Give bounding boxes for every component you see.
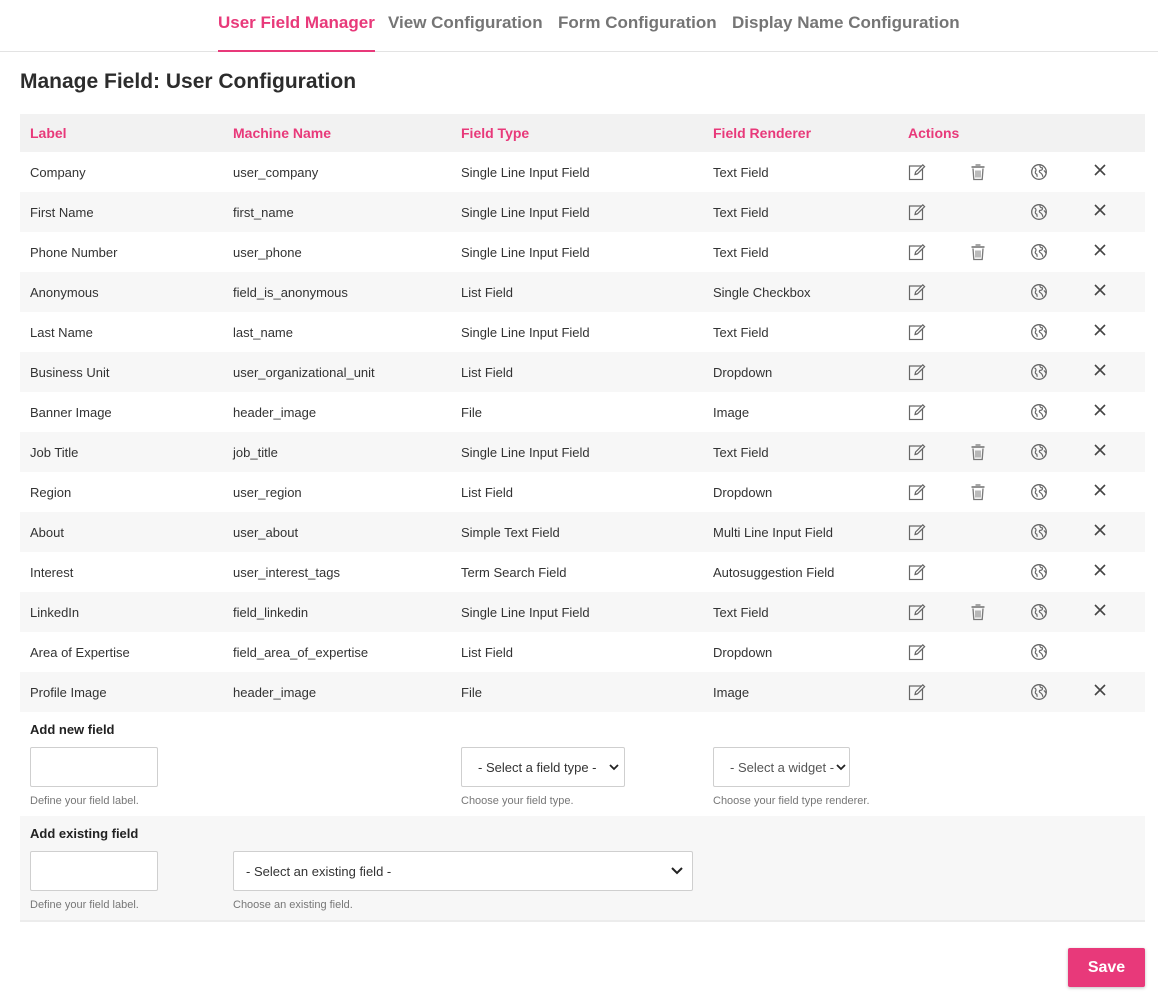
new-field-label-help: Define your field label. — [30, 795, 139, 807]
close-icon[interactable] — [1093, 523, 1111, 541]
globe-icon[interactable] — [1030, 363, 1048, 381]
cell-label: Last Name — [20, 312, 223, 352]
cell-field-renderer: Text Field — [703, 312, 898, 352]
edit-icon[interactable] — [908, 683, 926, 701]
action-cell — [960, 632, 1021, 672]
tab-form-configuration[interactable]: Form Configuration — [558, 13, 717, 32]
action-cell — [1021, 672, 1083, 712]
existing-field-label-help: Define your field label. — [30, 899, 139, 911]
edit-icon[interactable] — [908, 643, 926, 661]
table-row — [20, 312, 1145, 352]
action-cell — [960, 672, 1021, 712]
action-cell — [1083, 272, 1145, 312]
cell-field-type: File — [451, 672, 703, 712]
cell-field-type: Single Line Input Field — [451, 312, 703, 352]
action-cell — [1021, 632, 1083, 672]
cell-field-type: Single Line Input Field — [451, 432, 703, 472]
cell-label: About — [20, 512, 223, 552]
action-cell — [1021, 512, 1083, 552]
tab-view-configuration[interactable]: View Configuration — [388, 13, 543, 32]
action-cell — [960, 552, 1021, 592]
trash-icon[interactable] — [970, 443, 988, 461]
table-row — [20, 392, 1145, 432]
action-cell — [960, 512, 1021, 552]
cell-machine-name: user_about — [223, 512, 451, 552]
action-cell — [1021, 272, 1083, 312]
cell-machine-name: user_organizational_unit — [223, 352, 451, 392]
edit-icon[interactable] — [908, 603, 926, 621]
close-icon[interactable] — [1093, 603, 1111, 621]
cell-field-renderer: Dropdown — [703, 352, 898, 392]
action-cell — [960, 592, 1021, 632]
cell-machine-name: field_area_of_expertise — [223, 632, 451, 672]
widget-select-value: - Select a widget - — [730, 760, 835, 775]
action-cell — [898, 552, 960, 592]
header-actions: Actions — [898, 114, 1145, 152]
cell-field-type: Term Search Field — [451, 552, 703, 592]
cell-field-renderer: Autosuggestion Field — [703, 552, 898, 592]
action-cell — [1083, 192, 1145, 232]
field-type-select[interactable] — [461, 747, 625, 787]
cell-label: Interest — [20, 552, 223, 592]
globe-icon[interactable] — [1030, 163, 1048, 181]
action-cell — [960, 352, 1021, 392]
existing-field-help: Choose an existing field. — [233, 899, 353, 911]
table-row — [20, 232, 1145, 272]
action-cell — [1021, 392, 1083, 432]
cell-label: Job Title — [20, 432, 223, 472]
globe-icon[interactable] — [1030, 683, 1048, 701]
cell-label: First Name — [20, 192, 223, 232]
cell-field-type: Single Line Input Field — [451, 592, 703, 632]
tab-user-field-manager[interactable]: User Field Manager — [218, 13, 375, 52]
action-cell — [1021, 592, 1083, 632]
table-row — [20, 632, 1145, 672]
cell-label: Anonymous — [20, 272, 223, 312]
action-cell — [898, 672, 960, 712]
cell-label: LinkedIn — [20, 592, 223, 632]
action-cell — [898, 312, 960, 352]
action-cell — [1083, 352, 1145, 392]
cell-machine-name: user_interest_tags — [223, 552, 451, 592]
edit-icon[interactable] — [908, 283, 926, 301]
close-icon[interactable] — [1093, 443, 1111, 461]
action-cell — [960, 152, 1021, 192]
cell-field-renderer: Text Field — [703, 192, 898, 232]
action-cell — [898, 592, 960, 632]
cell-field-type: Single Line Input Field — [451, 152, 703, 192]
fields-table — [20, 114, 1145, 712]
existing-field-select-value: - Select an existing field - — [246, 864, 392, 879]
globe-icon[interactable] — [1030, 603, 1048, 621]
header-label: Label — [20, 114, 223, 152]
globe-icon[interactable] — [1030, 443, 1048, 461]
add-existing-field-section — [20, 816, 1145, 922]
close-icon[interactable] — [1093, 683, 1111, 701]
table-row — [20, 512, 1145, 552]
chevron-down-icon — [836, 760, 846, 777]
globe-icon[interactable] — [1030, 483, 1048, 501]
edit-icon[interactable] — [908, 243, 926, 261]
action-cell — [898, 512, 960, 552]
cell-label: Phone Number — [20, 232, 223, 272]
action-cell — [1083, 472, 1145, 512]
header-machine-name: Machine Name — [223, 114, 451, 152]
cell-field-renderer: Dropdown — [703, 632, 898, 672]
globe-icon[interactable] — [1030, 203, 1048, 221]
table-row — [20, 432, 1145, 472]
action-cell — [898, 472, 960, 512]
cell-machine-name: field_linkedin — [223, 592, 451, 632]
existing-field-select[interactable] — [233, 851, 693, 891]
globe-icon[interactable] — [1030, 563, 1048, 581]
cell-field-renderer: Text Field — [703, 152, 898, 192]
cell-field-type: Single Line Input Field — [451, 192, 703, 232]
header-field-type: Field Type — [451, 114, 703, 152]
action-cell — [1083, 672, 1145, 712]
cell-field-type: List Field — [451, 632, 703, 672]
action-cell — [960, 472, 1021, 512]
close-icon[interactable] — [1093, 203, 1111, 221]
table-row — [20, 352, 1145, 392]
globe-icon[interactable] — [1030, 283, 1048, 301]
action-cell — [1021, 232, 1083, 272]
tab-bar — [0, 0, 1158, 52]
widget-select[interactable] — [713, 747, 850, 787]
cell-field-type: Single Line Input Field — [451, 232, 703, 272]
cell-label: Banner Image — [20, 392, 223, 432]
cell-field-type: File — [451, 392, 703, 432]
action-cell — [1021, 352, 1083, 392]
chevron-down-icon — [670, 863, 684, 882]
cell-field-renderer: Text Field — [703, 232, 898, 272]
table-row — [20, 272, 1145, 312]
action-cell — [898, 272, 960, 312]
action-cell — [1083, 432, 1145, 472]
table-row — [20, 192, 1145, 232]
close-icon[interactable] — [1093, 243, 1111, 261]
new-field-label-input[interactable] — [30, 747, 158, 787]
table-row — [20, 472, 1145, 512]
cell-machine-name: header_image — [223, 392, 451, 432]
cell-label: Profile Image — [20, 672, 223, 712]
trash-icon[interactable] — [970, 483, 988, 501]
add-new-field-title: Add new field — [30, 722, 115, 737]
cell-field-renderer: Text Field — [703, 432, 898, 472]
table-row — [20, 672, 1145, 712]
edit-icon[interactable] — [908, 163, 926, 181]
action-cell — [960, 392, 1021, 432]
action-cell — [1083, 632, 1145, 672]
action-cell — [960, 272, 1021, 312]
edit-icon[interactable] — [908, 363, 926, 381]
action-cell — [898, 232, 960, 272]
cell-machine-name: first_name — [223, 192, 451, 232]
action-cell — [1021, 432, 1083, 472]
close-icon[interactable] — [1093, 283, 1111, 301]
globe-icon[interactable] — [1030, 403, 1048, 421]
action-cell — [1083, 312, 1145, 352]
close-icon[interactable] — [1093, 163, 1111, 181]
edit-icon[interactable] — [908, 403, 926, 421]
action-cell — [1021, 192, 1083, 232]
cell-field-type: List Field — [451, 272, 703, 312]
add-existing-field-title: Add existing field — [30, 826, 139, 841]
cell-field-renderer: Image — [703, 392, 898, 432]
action-cell — [960, 232, 1021, 272]
cell-field-type: List Field — [451, 472, 703, 512]
edit-icon[interactable] — [908, 203, 926, 221]
edit-icon[interactable] — [908, 443, 926, 461]
widget-help: Choose your field type renderer. — [713, 795, 870, 807]
action-cell — [1021, 472, 1083, 512]
cell-field-type: List Field — [451, 352, 703, 392]
cell-machine-name: user_region — [223, 472, 451, 512]
trash-icon[interactable] — [970, 603, 988, 621]
cell-label: Region — [20, 472, 223, 512]
table-row — [20, 552, 1145, 592]
action-cell — [1021, 552, 1083, 592]
action-cell — [898, 152, 960, 192]
cell-field-renderer: Image — [703, 672, 898, 712]
action-cell — [898, 392, 960, 432]
cell-machine-name: header_image — [223, 672, 451, 712]
action-cell — [1083, 512, 1145, 552]
chevron-down-icon — [609, 760, 619, 777]
action-cell — [960, 192, 1021, 232]
action-cell — [1083, 392, 1145, 432]
edit-icon[interactable] — [908, 323, 926, 341]
cell-field-renderer: Multi Line Input Field — [703, 512, 898, 552]
cell-field-type: Simple Text Field — [451, 512, 703, 552]
globe-icon[interactable] — [1030, 323, 1048, 341]
cell-field-renderer: Dropdown — [703, 472, 898, 512]
action-cell — [1021, 312, 1083, 352]
field-type-select-value: - Select a field type - — [478, 760, 597, 775]
globe-icon[interactable] — [1030, 643, 1048, 661]
edit-icon[interactable] — [908, 483, 926, 501]
action-cell — [898, 352, 960, 392]
save-button[interactable]: Save — [1068, 948, 1145, 987]
cell-label: Company — [20, 152, 223, 192]
close-icon[interactable] — [1093, 363, 1111, 381]
cell-label: Business Unit — [20, 352, 223, 392]
edit-icon[interactable] — [908, 563, 926, 581]
close-icon[interactable] — [1093, 403, 1111, 421]
globe-icon[interactable] — [1030, 243, 1048, 261]
action-cell — [960, 432, 1021, 472]
trash-icon[interactable] — [970, 163, 988, 181]
action-cell — [1021, 152, 1083, 192]
close-icon[interactable] — [1093, 483, 1111, 501]
table-row — [20, 592, 1145, 632]
add-new-field-section — [20, 712, 1145, 816]
tab-display-name-configuration[interactable]: Display Name Configuration — [732, 13, 960, 32]
table-header-row — [20, 114, 1145, 152]
header-field-renderer: Field Renderer — [703, 114, 898, 152]
field-type-help: Choose your field type. — [461, 795, 574, 807]
globe-icon[interactable] — [1030, 523, 1048, 541]
cell-label: Area of Expertise — [20, 632, 223, 672]
cell-field-renderer: Single Checkbox — [703, 272, 898, 312]
table-body — [20, 152, 1145, 712]
cell-field-renderer: Text Field — [703, 592, 898, 632]
page-title: Manage Field: User Configuration — [20, 70, 357, 93]
trash-icon[interactable] — [970, 243, 988, 261]
action-cell — [960, 312, 1021, 352]
cell-machine-name: user_phone — [223, 232, 451, 272]
action-cell — [1083, 232, 1145, 272]
action-cell — [898, 432, 960, 472]
action-cell — [1083, 552, 1145, 592]
close-icon[interactable] — [1093, 323, 1111, 341]
action-cell — [898, 632, 960, 672]
action-cell — [1083, 152, 1145, 192]
cell-machine-name: user_company — [223, 152, 451, 192]
cell-machine-name: job_title — [223, 432, 451, 472]
close-icon[interactable] — [1093, 563, 1111, 581]
table-row — [20, 152, 1145, 192]
cell-machine-name: field_is_anonymous — [223, 272, 451, 312]
action-cell — [898, 192, 960, 232]
existing-field-label-input[interactable] — [30, 851, 158, 891]
action-cell — [1083, 592, 1145, 632]
edit-icon[interactable] — [908, 523, 926, 541]
cell-machine-name: last_name — [223, 312, 451, 352]
